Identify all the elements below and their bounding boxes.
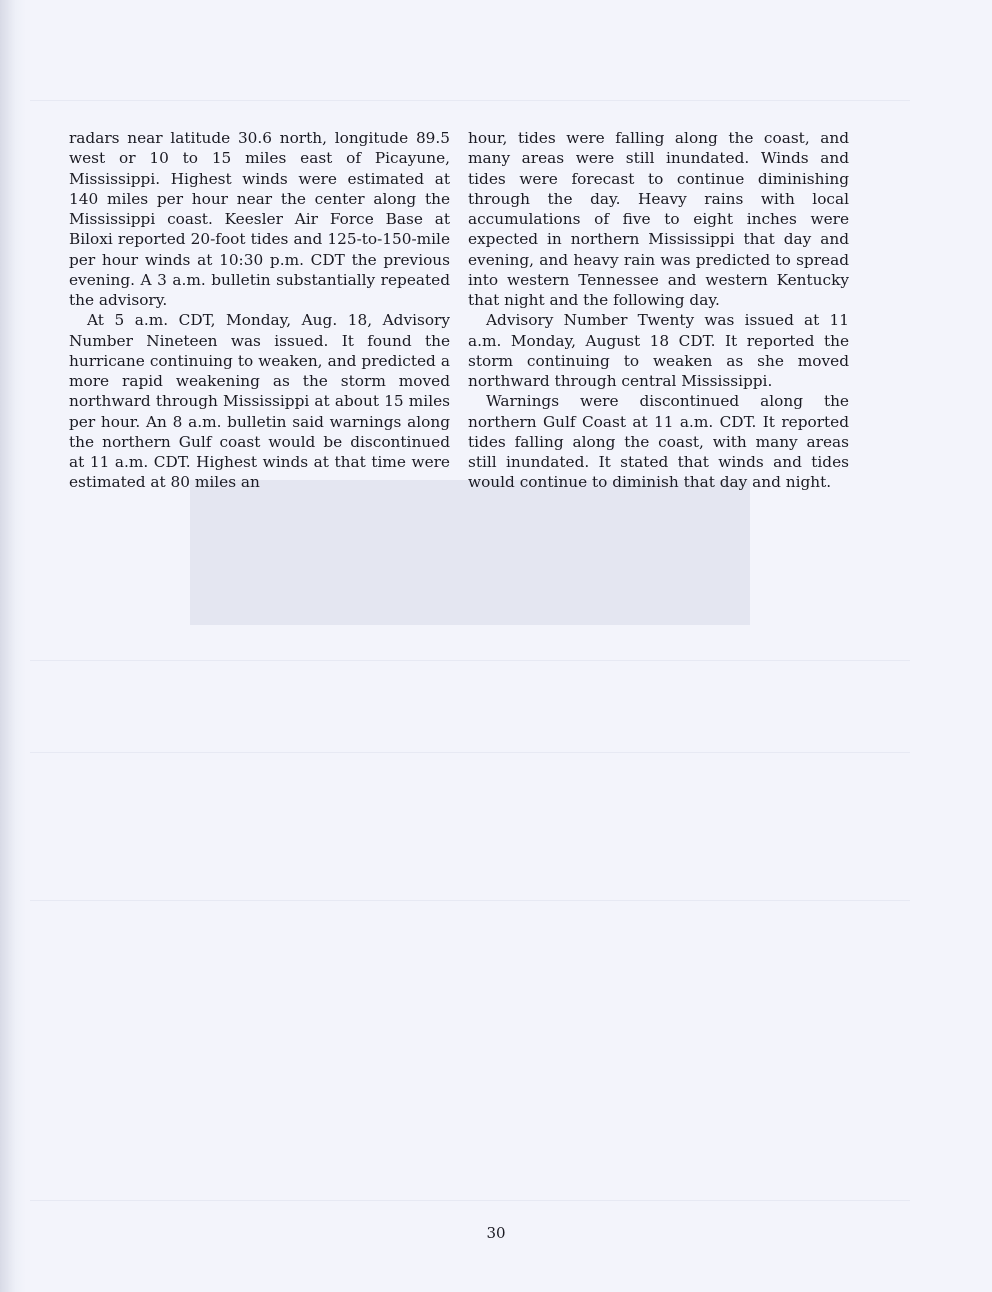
text-column-right bbox=[468, 128, 849, 493]
paragraph: Advisory Number Twenty was issued at 11 a.m. Monday, August 18 CDT. It reported the storm continuing to weaken as she moved northward through central Mississippi. bbox=[468, 311, 849, 390]
bleed-through-rule bbox=[30, 752, 910, 753]
bleed-through-rule bbox=[30, 1200, 910, 1201]
bleed-through-rule bbox=[30, 100, 910, 101]
text-column-left bbox=[69, 128, 450, 493]
paragraph: hour, tides were falling along the coast, and many areas were still inundated. Winds and tides were forecast to continue diminishing through the day. Heavy rains with local accumulations of five to eight inches were expected in northern Mississippi that day and evening, and heavy rain was predicted to spread into western Tennessee and western Kentucky that night and the following day. bbox=[468, 129, 849, 309]
paragraph: radars near latitude 30.6 north, longitude 89.5 west or 10 to 15 miles east of Picayune, Mississippi. Highest winds were estimated at 140 miles per hour near the center along the Mississippi coast. Keesler Air Force Base at Biloxi reported 20-foot tides and 125-to-150-mile per hour winds at 10:30 p.m. CDT the previous evening. A 3 a.m. bulletin substantially repeated the advisory. bbox=[69, 129, 450, 309]
page-edge-shadow bbox=[0, 0, 26, 1292]
page-number: 30 bbox=[486, 1224, 506, 1242]
bleed-through-rule bbox=[30, 900, 910, 901]
bleed-through-map-area bbox=[190, 480, 750, 625]
bleed-through-rule bbox=[30, 660, 910, 661]
paragraph: Warnings were discontinued along the northern Gulf Coast at 11 a.m. CDT. It reported tides falling along the coast, with many areas still inundated. It stated that winds and tides would continue to diminish that day and night. bbox=[468, 392, 849, 492]
paragraph: At 5 a.m. CDT, Monday, Aug. 18, Advisory Number Nineteen was issued. It found the hurricane continuing to weaken, and predicted a more rapid weakening as the storm moved northward through Mississippi at about 15 miles per hour. An 8 a.m. bulletin said warnings along the northern Gulf coast would be discontinued at 11 a.m. CDT. Highest winds at that time were estimated at 80 miles an bbox=[69, 311, 450, 492]
